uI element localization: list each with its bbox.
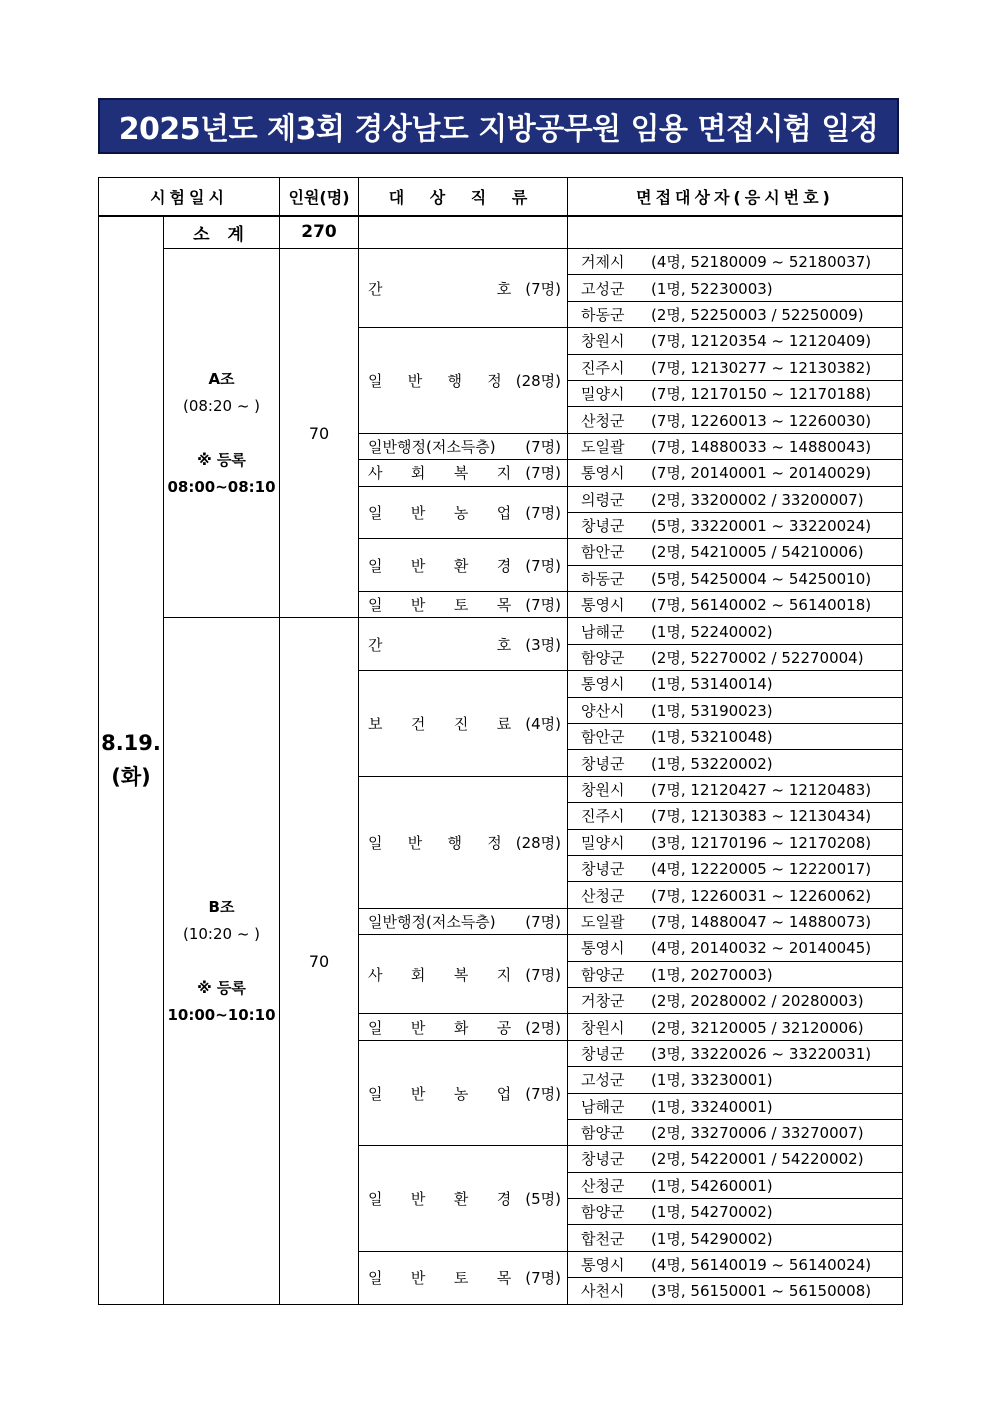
candidate-numbers: (1명, 20270003) <box>651 965 773 984</box>
candidate-city: 산청군 <box>581 1176 625 1195</box>
candidate-cell <box>568 275 903 301</box>
job-category-name <box>368 1267 525 1288</box>
candidate-cell <box>568 407 903 433</box>
group-name: B조 <box>208 897 235 916</box>
job-category-char: 간 <box>368 279 383 298</box>
group-headcount: 70 <box>280 249 359 618</box>
job-category-name <box>368 1017 525 1038</box>
candidate-city: 도일괄 <box>581 437 625 456</box>
job-category-cell <box>359 671 568 777</box>
job-category-cell <box>359 1251 568 1304</box>
job-category-char: 행 <box>447 371 462 390</box>
job-category-name <box>368 594 525 615</box>
job-category-char: 복 <box>453 464 469 483</box>
subtotal-row <box>99 216 903 249</box>
candidate-city: 창녕군 <box>581 1044 625 1063</box>
job-category-char: 반 <box>407 371 423 390</box>
job-category-name <box>368 1083 525 1104</box>
candidate-city: 남해군 <box>581 1097 625 1116</box>
candidate-cell <box>568 1278 903 1304</box>
group-registration-label: ※ 등록 <box>197 450 246 469</box>
candidate-cell <box>568 829 903 855</box>
job-category-char: 일 <box>368 1084 383 1103</box>
candidate-city: 도일괄 <box>581 912 625 931</box>
subtotal-empty-candidates <box>568 216 903 249</box>
job-category-char: 사 <box>368 965 383 984</box>
group-registration-time: 08:00~08:10 <box>167 477 276 496</box>
job-category-char: 환 <box>453 1190 469 1209</box>
group-registration-time: 10:00~10:10 <box>167 1005 276 1024</box>
candidate-city: 통영시 <box>581 596 625 615</box>
candidate-city: 통영시 <box>581 939 625 958</box>
page-title: 2025년도 제3회 경상남도 지방공무원 임용 면접시험 일정 <box>118 112 879 147</box>
candidate-numbers: (1명, 33230001) <box>651 1071 773 1090</box>
candidate-numbers: (1명, 54270002) <box>651 1203 773 1222</box>
candidate-cell <box>568 1225 903 1251</box>
candidate-city: 밀양시 <box>581 385 625 404</box>
job-category-char: 정 <box>487 833 502 852</box>
candidate-numbers: (7명, 12130277 ~ 12130382) <box>651 358 872 377</box>
candidate-numbers: (2명, 33200002 / 33200007) <box>651 490 864 509</box>
candidate-cell <box>568 354 903 380</box>
candidate-cell <box>568 671 903 697</box>
job-category-count: (7명) <box>525 464 562 483</box>
job-category-char: 호 <box>496 279 512 298</box>
candidate-cell <box>568 565 903 591</box>
candidate-numbers: (2명, 52250003 / 52250009) <box>651 305 864 324</box>
job-category-name <box>368 370 516 391</box>
job-category-char: 건 <box>410 715 426 734</box>
job-category-cell <box>359 460 568 486</box>
group-time: (08:20 ~ ) <box>182 396 261 415</box>
job-category-count: (7명) <box>525 279 562 298</box>
job-category-name <box>368 1188 525 1209</box>
candidate-cell <box>568 460 903 486</box>
job-category-name <box>368 555 525 576</box>
candidate-cell <box>568 724 903 750</box>
job-category-count: (7명) <box>525 965 562 984</box>
candidate-cell <box>568 803 903 829</box>
candidate-city: 창녕군 <box>581 754 625 773</box>
job-category-char: 일 <box>368 1269 383 1288</box>
candidate-cell <box>568 380 903 406</box>
job-category-name <box>368 832 516 853</box>
job-category-count: (3명) <box>525 635 562 654</box>
candidate-cell <box>568 644 903 670</box>
candidate-city: 함안군 <box>581 543 625 562</box>
job-category-char: 반 <box>407 833 423 852</box>
job-category-char: 보 <box>368 715 383 734</box>
job-category-char: 회 <box>410 464 426 483</box>
candidate-cell <box>568 539 903 565</box>
candidate-city: 밀양시 <box>581 833 625 852</box>
candidate-numbers: (1명, 52230003) <box>651 279 773 298</box>
candidate-city: 진주시 <box>581 807 625 826</box>
job-category-char: 지 <box>496 464 512 483</box>
job-category-char: 일 <box>368 833 383 852</box>
group-cell <box>164 249 280 618</box>
candidate-cell <box>568 908 903 934</box>
job-category-cell <box>359 486 568 539</box>
group-name: A조 <box>208 369 235 388</box>
job-category-count: (7명) <box>525 503 562 522</box>
candidate-city: 사천시 <box>581 1282 625 1301</box>
job-category-name <box>368 634 525 655</box>
candidate-cell <box>568 1014 903 1040</box>
candidate-city: 남해군 <box>581 622 625 641</box>
job-category-char: 일 <box>368 503 383 522</box>
candidate-numbers: (7명, 12120427 ~ 12120483) <box>651 781 872 799</box>
job-category-char: 공 <box>496 1018 512 1037</box>
job-category-char: 행 <box>447 833 462 852</box>
candidate-city: 창원시 <box>581 1018 625 1037</box>
candidate-city: 산청군 <box>581 411 625 430</box>
job-category-cell <box>359 908 568 934</box>
candidate-city: 함양군 <box>581 1124 625 1143</box>
candidate-city: 함양군 <box>581 1203 625 1222</box>
candidate-cell <box>568 301 903 327</box>
candidate-city: 통영시 <box>581 675 625 694</box>
header-exam-datetime: 시험일시 <box>99 178 280 216</box>
job-category-cell <box>359 1014 568 1040</box>
candidate-city: 산청군 <box>581 886 625 905</box>
job-category-count: (28명) <box>515 833 562 852</box>
group-headcount: 70 <box>280 618 359 1304</box>
job-category-char: 화 <box>453 1018 469 1037</box>
job-category-cell <box>359 328 568 434</box>
job-category-char: 사 <box>368 464 383 483</box>
candidate-cell <box>568 882 903 908</box>
job-category-char: 정 <box>487 371 502 390</box>
candidate-numbers: (2명, 20280002 / 20280003) <box>651 992 864 1011</box>
candidate-city: 창녕군 <box>581 517 625 536</box>
job-category-char: 반 <box>410 1269 426 1288</box>
table-row <box>99 618 903 644</box>
job-category-count: (4명) <box>525 715 562 734</box>
candidate-city: 양산시 <box>581 701 625 720</box>
candidate-numbers: (1명, 53210048) <box>651 728 773 747</box>
candidate-cell <box>568 1093 903 1119</box>
job-category-char: 호 <box>496 635 512 654</box>
job-category-cell <box>359 618 568 671</box>
job-category-name <box>368 436 525 457</box>
candidate-cell <box>568 486 903 512</box>
candidate-numbers: (1명, 54290002) <box>651 1229 773 1248</box>
candidate-cell <box>568 249 903 275</box>
job-category-name <box>368 964 525 985</box>
header-candidates: 면접대상자(응시번호) <box>568 178 903 216</box>
job-category-cell <box>359 249 568 328</box>
job-category-count: (7명) <box>525 437 562 456</box>
candidate-numbers: (4명, 56140019 ~ 56140024) <box>651 1256 872 1275</box>
header-headcount: 인원(명) <box>280 178 359 216</box>
candidate-city: 진주시 <box>581 358 625 377</box>
job-category-char: 회 <box>410 965 426 984</box>
job-category-char: 일 <box>368 596 383 615</box>
candidate-city: 창원시 <box>581 781 625 799</box>
candidate-cell <box>568 433 903 459</box>
job-category-char: 반 <box>410 503 426 522</box>
job-category-cell <box>359 539 568 592</box>
subtotal-label: 소 계 <box>164 216 280 249</box>
job-category-name <box>368 278 525 299</box>
candidate-numbers: (2명, 32120005 / 32120006) <box>651 1018 864 1037</box>
candidate-city: 창원시 <box>581 332 625 351</box>
job-category-char: 목 <box>496 596 512 615</box>
page-title-banner <box>98 98 899 154</box>
candidate-cell <box>568 1172 903 1198</box>
job-category-count: (7명) <box>525 596 562 615</box>
job-category-count: (7명) <box>525 912 562 931</box>
candidate-cell <box>568 855 903 881</box>
candidate-numbers: (7명, 12170150 ~ 12170188) <box>651 385 872 404</box>
candidate-city: 고성군 <box>581 279 625 298</box>
candidate-city: 통영시 <box>581 1256 625 1275</box>
interview-schedule-table <box>98 177 903 1305</box>
job-category-char: 반 <box>410 556 426 575</box>
job-category-cell <box>359 935 568 1014</box>
group-time: (10:20 ~ ) <box>182 924 261 943</box>
candidate-numbers: (5명, 33220001 ~ 33220024) <box>651 517 872 536</box>
job-category-char: 목 <box>496 1269 512 1288</box>
schedule-body <box>99 216 903 1305</box>
exam-weekday: (화) <box>111 765 151 790</box>
job-category-char: 경 <box>496 556 512 575</box>
exam-date: 8.19. <box>101 731 161 756</box>
job-category-char: 토 <box>453 1269 469 1288</box>
job-category-char: 일 <box>368 1018 383 1037</box>
candidate-numbers: (2명, 52270002 / 52270004) <box>651 649 864 668</box>
job-category-char: 업 <box>496 503 512 522</box>
job-category-char: 반 <box>410 1084 426 1103</box>
job-category-char: 반 <box>410 596 426 615</box>
candidate-numbers: (7명, 14880047 ~ 14880073) <box>651 912 872 931</box>
candidate-numbers: (1명, 33240001) <box>651 1097 773 1116</box>
candidate-city: 고성군 <box>581 1071 625 1090</box>
candidate-numbers: (5명, 54250004 ~ 54250010) <box>651 569 872 588</box>
candidate-cell <box>568 750 903 776</box>
candidate-numbers: (3명, 33220026 ~ 33220031) <box>651 1044 872 1063</box>
exam-date-cell <box>99 216 164 1305</box>
job-category-char: 토 <box>453 596 469 615</box>
candidate-numbers: (2명, 33270006 / 33270007) <box>651 1124 864 1143</box>
job-category-count: (2명) <box>525 1018 562 1037</box>
job-category-char: 반 <box>410 1190 426 1209</box>
candidate-cell <box>568 592 903 618</box>
job-category-char: 업 <box>496 1084 512 1103</box>
candidate-cell <box>568 1067 903 1093</box>
candidate-city: 함양군 <box>581 649 625 668</box>
job-category-count: (7명) <box>525 556 562 575</box>
job-category-char: 지 <box>496 965 512 984</box>
job-category-cell <box>359 433 568 459</box>
candidate-city: 통영시 <box>581 464 625 483</box>
candidate-cell <box>568 1119 903 1145</box>
job-category-count: (5명) <box>525 1190 562 1209</box>
candidate-numbers: (4명, 12220005 ~ 12220017) <box>651 860 872 879</box>
candidate-city: 의령군 <box>581 490 625 509</box>
job-category-count: (7명) <box>525 1084 562 1103</box>
job-category-char: 농 <box>453 503 469 522</box>
job-category-cell <box>359 776 568 908</box>
job-category-char: 간 <box>368 635 383 654</box>
job-category-char: 료 <box>496 715 512 734</box>
candidate-numbers: (7명, 12260013 ~ 12260030) <box>651 411 872 430</box>
candidate-numbers: (3명, 56150001 ~ 56150008) <box>651 1282 872 1301</box>
job-category-count: (28명) <box>515 371 562 390</box>
candidate-cell <box>568 1199 903 1225</box>
group-cell <box>164 618 280 1304</box>
candidate-cell <box>568 1251 903 1277</box>
candidate-cell <box>568 1146 903 1172</box>
header-job-category: 대 상 직 류 <box>359 178 568 216</box>
job-category-cell <box>359 1040 568 1146</box>
candidate-numbers: (1명, 53220002) <box>651 754 773 773</box>
candidate-cell <box>568 512 903 538</box>
job-category-cell <box>359 592 568 618</box>
candidate-numbers: (1명, 53190023) <box>651 701 773 720</box>
job-category-char: 진 <box>453 715 469 734</box>
job-category-char: 복 <box>453 965 469 984</box>
candidate-city: 창녕군 <box>581 860 625 879</box>
candidate-cell <box>568 697 903 723</box>
candidate-numbers: (4명, 20140032 ~ 20140045) <box>651 939 872 958</box>
subtotal-count: 270 <box>280 216 359 249</box>
candidate-numbers: (7명, 20140001 ~ 20140029) <box>651 464 872 483</box>
candidate-cell <box>568 618 903 644</box>
job-category-char: 농 <box>453 1084 469 1103</box>
candidate-numbers: (2명, 54220001 / 54220002) <box>651 1150 864 1169</box>
job-category-name <box>368 911 525 932</box>
candidate-numbers: (1명, 53140014) <box>651 675 773 694</box>
job-category-count: (7명) <box>525 1269 562 1288</box>
candidate-city: 함양군 <box>581 965 625 984</box>
candidate-numbers: (7명, 56140002 ~ 56140018) <box>651 596 872 615</box>
candidate-city: 하동군 <box>581 569 625 588</box>
candidate-numbers: (2명, 54210005 / 54210006) <box>651 543 864 562</box>
candidate-city: 함안군 <box>581 728 625 747</box>
subtotal-empty-job <box>359 216 568 249</box>
job-category-char: 반 <box>410 1018 426 1037</box>
job-category-char: 일 <box>368 1190 383 1209</box>
group-registration-label: ※ 등록 <box>197 978 246 997</box>
job-category-char: 경 <box>496 1190 512 1209</box>
job-category-char: 일반행정(저소득층) <box>368 437 496 456</box>
candidate-numbers: (7명, 14880033 ~ 14880043) <box>651 437 872 456</box>
job-category-name <box>368 502 525 523</box>
job-category-char: 환 <box>453 556 469 575</box>
candidate-city: 거제시 <box>581 253 625 272</box>
candidate-numbers: (1명, 54260001) <box>651 1176 773 1195</box>
table-row <box>99 249 903 275</box>
candidate-numbers: (7명, 12120354 ~ 12120409) <box>651 332 872 351</box>
candidate-numbers: (3명, 12170196 ~ 12170208) <box>651 833 872 852</box>
candidate-numbers: (4명, 52180009 ~ 52180037) <box>651 253 872 272</box>
candidate-cell <box>568 935 903 961</box>
candidate-city: 창녕군 <box>581 1150 625 1169</box>
candidate-cell <box>568 987 903 1013</box>
job-category-char: 일반행정(저소득층) <box>368 912 496 931</box>
candidate-cell <box>568 776 903 802</box>
job-category-char: 일 <box>368 556 383 575</box>
candidate-city: 합천군 <box>581 1229 625 1248</box>
candidate-numbers: (7명, 12260031 ~ 12260062) <box>651 886 872 905</box>
job-category-char: 일 <box>368 371 383 390</box>
candidate-numbers: (1명, 52240002) <box>651 622 773 641</box>
job-category-name <box>368 713 525 734</box>
candidate-cell <box>568 1040 903 1066</box>
candidate-cell <box>568 961 903 987</box>
candidate-city: 하동군 <box>581 305 625 324</box>
candidate-numbers: (7명, 12130383 ~ 12130434) <box>651 807 872 826</box>
candidate-city: 거창군 <box>581 992 625 1011</box>
job-category-cell <box>359 1146 568 1252</box>
job-category-name <box>368 462 525 483</box>
candidate-cell <box>568 328 903 354</box>
